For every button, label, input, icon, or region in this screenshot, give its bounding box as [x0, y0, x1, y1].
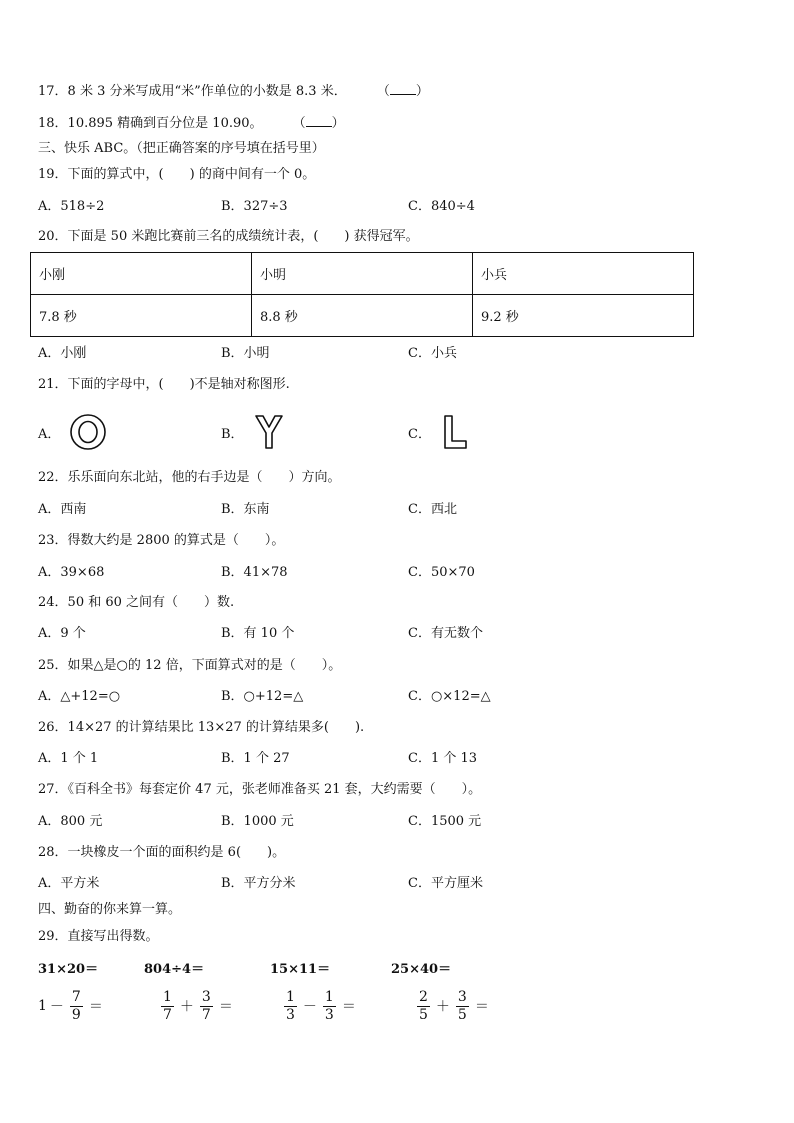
option-c[interactable]: C．○×12=△: [408, 689, 491, 704]
question-25: 25．如果△是○的 12 倍，下面算式对的是（ ）。: [38, 658, 342, 673]
numerator: 1: [324, 988, 334, 1005]
option-c[interactable]: C．有无数个: [408, 626, 483, 641]
answer-blank[interactable]: [390, 82, 416, 95]
numerator: 3: [457, 988, 467, 1005]
operator: －: [302, 999, 317, 1015]
option-c[interactable]: [408, 410, 471, 454]
fraction: [284, 989, 297, 1024]
fraction: [323, 989, 336, 1024]
table-row: [31, 253, 694, 295]
denominator: 3: [286, 1006, 295, 1023]
letter-l-icon: [439, 412, 471, 452]
table-cell: 小兵: [473, 253, 694, 295]
option-label: B．: [221, 426, 244, 442]
option-c[interactable]: C．1 个 13: [408, 751, 478, 766]
table-cell: 小刚: [31, 253, 252, 295]
denominator: 7: [163, 1006, 172, 1023]
fraction-expression: [281, 984, 359, 1028]
fraction-expression: [38, 984, 106, 1028]
option-b[interactable]: B．有 10 个: [221, 626, 295, 641]
question-19-options: [38, 198, 658, 216]
option-b[interactable]: B．41×78: [221, 565, 288, 580]
question-24: 24．50 和 60 之间有（ ）数.: [38, 595, 235, 610]
option-c[interactable]: C．50×70: [408, 565, 475, 580]
equals-sign: ＝: [474, 999, 489, 1015]
option-b[interactable]: [221, 410, 286, 454]
question-21-options: [38, 410, 658, 454]
option-a[interactable]: [38, 410, 108, 454]
option-label: C．: [408, 426, 431, 442]
option-a[interactable]: A．518÷2: [38, 199, 105, 214]
question-22-options: [38, 501, 658, 519]
option-b[interactable]: B．1 个 27: [221, 751, 290, 766]
question-27: 27．《百科全书》每套定价 47 元，张老师准备买 21 套，大约需要（ ）。: [38, 782, 482, 797]
answer-blank[interactable]: [306, 114, 332, 127]
option-b[interactable]: B．327÷3: [221, 199, 288, 214]
option-label: A．: [38, 426, 61, 442]
question-26-options: [38, 750, 658, 768]
table-cell: 7.8 秒: [31, 295, 252, 337]
option-a[interactable]: A．39×68: [38, 565, 105, 580]
question-29: 29．直接写出得数。: [38, 929, 159, 944]
denominator: 3: [324, 1006, 334, 1023]
option-a[interactable]: A．西南: [38, 502, 87, 517]
fraction-expression: [158, 984, 236, 1028]
option-a[interactable]: A．小刚: [38, 346, 87, 361]
option-c[interactable]: C．840÷4: [408, 199, 475, 214]
numerator: 3: [201, 988, 211, 1005]
question-17-text: 17．8 米 3 分米写成用“米”作单位的小数是 8.3 米．: [38, 84, 347, 99]
letter-o-icon: [68, 412, 108, 452]
numerator: 2: [419, 988, 428, 1005]
denominator: 5: [457, 1006, 467, 1023]
calc-item: 25×40＝: [391, 962, 452, 977]
answer-paren-open: （: [376, 84, 390, 99]
answer-paren-close: ）: [415, 84, 429, 99]
question-17: [38, 82, 429, 101]
question-21: 21．下面的字母中，( )不是轴对称图形.: [38, 377, 290, 392]
question-23-options: [38, 564, 658, 582]
equals-sign: ＝: [341, 999, 356, 1015]
denominator: 9: [71, 1006, 81, 1023]
question-23: 23．得数大约是 2800 的算式是（ ）。: [38, 533, 285, 548]
whole-number: 1: [38, 998, 47, 1014]
calc-item: 31×20＝: [38, 962, 99, 977]
fraction: [200, 989, 213, 1024]
option-b[interactable]: B．平方分米: [221, 876, 296, 891]
calc-item: 804÷4＝: [144, 962, 205, 977]
table-cell: 小明: [252, 253, 473, 295]
option-b[interactable]: B．东南: [221, 502, 270, 517]
numerator: 1: [286, 988, 295, 1005]
question-25-options: [38, 688, 658, 706]
fraction: [161, 989, 174, 1024]
option-a[interactable]: A．1 个 1: [38, 751, 99, 766]
question-27-options: [38, 813, 658, 831]
question-22: 22．乐乐面向东北站，他的右手边是（ ）方向。: [38, 470, 341, 485]
letter-y-icon: [252, 412, 286, 452]
operator: ＋: [179, 999, 194, 1015]
option-c[interactable]: C．小兵: [408, 346, 457, 361]
question-20: 20．下面是 50 米跑比赛前三名的成绩统计表，( ) 获得冠军。: [38, 229, 419, 244]
operator: ＋: [435, 999, 450, 1015]
question-26: 26．14×27 的计算结果比 13×27 的计算结果多( ).: [38, 720, 365, 735]
option-a[interactable]: A．△+12=○: [38, 689, 121, 704]
fraction-expression: [414, 984, 492, 1028]
calc-item: 15×11＝: [270, 962, 331, 977]
question-18-text: 18．10.895 精确到百分位是 10.90。: [38, 116, 263, 131]
numerator: 1: [163, 988, 172, 1005]
option-b[interactable]: B．小明: [221, 346, 270, 361]
question-20-options: [38, 345, 658, 363]
option-a[interactable]: A．9 个: [38, 626, 86, 641]
option-b[interactable]: B．○+12=△: [221, 689, 304, 704]
option-c[interactable]: C．平方厘米: [408, 876, 483, 891]
section-heading: 四、勤奋的你来算一算。: [38, 902, 182, 917]
table-cell: 9.2 秒: [473, 295, 694, 337]
question-18: [38, 114, 345, 133]
calc-row: [38, 958, 738, 976]
option-b[interactable]: B．1000 元: [221, 814, 294, 829]
question-24-options: [38, 625, 658, 643]
denominator: 5: [419, 1006, 428, 1023]
results-table: [30, 252, 694, 337]
fraction: [456, 989, 469, 1024]
table-row: [31, 295, 694, 337]
fraction-row: [38, 984, 738, 1028]
answer-paren-close: ）: [331, 116, 345, 131]
option-a[interactable]: A．平方米: [38, 876, 100, 891]
option-c[interactable]: C．1500 元: [408, 814, 482, 829]
operator: －: [49, 999, 64, 1015]
question-19: 19．下面的算式中，( ) 的商中间有一个 0。: [38, 167, 316, 182]
table-cell: 8.8 秒: [252, 295, 473, 337]
question-28-options: [38, 875, 658, 893]
question-28: 28．一块橡皮一个面的面积约是 6( )。: [38, 845, 286, 860]
section-heading: 三、快乐 ABC。（把正确答案的序号填在括号里）: [38, 141, 325, 156]
fraction: [417, 989, 430, 1024]
fraction: [70, 989, 83, 1024]
denominator: 7: [201, 1006, 211, 1023]
numerator: 7: [71, 988, 81, 1005]
option-a[interactable]: A．800 元: [38, 814, 103, 829]
equals-sign: ＝: [218, 999, 233, 1015]
answer-paren-open: （: [292, 116, 306, 131]
equals-sign: ＝: [88, 999, 103, 1015]
option-c[interactable]: C．西北: [408, 502, 457, 517]
